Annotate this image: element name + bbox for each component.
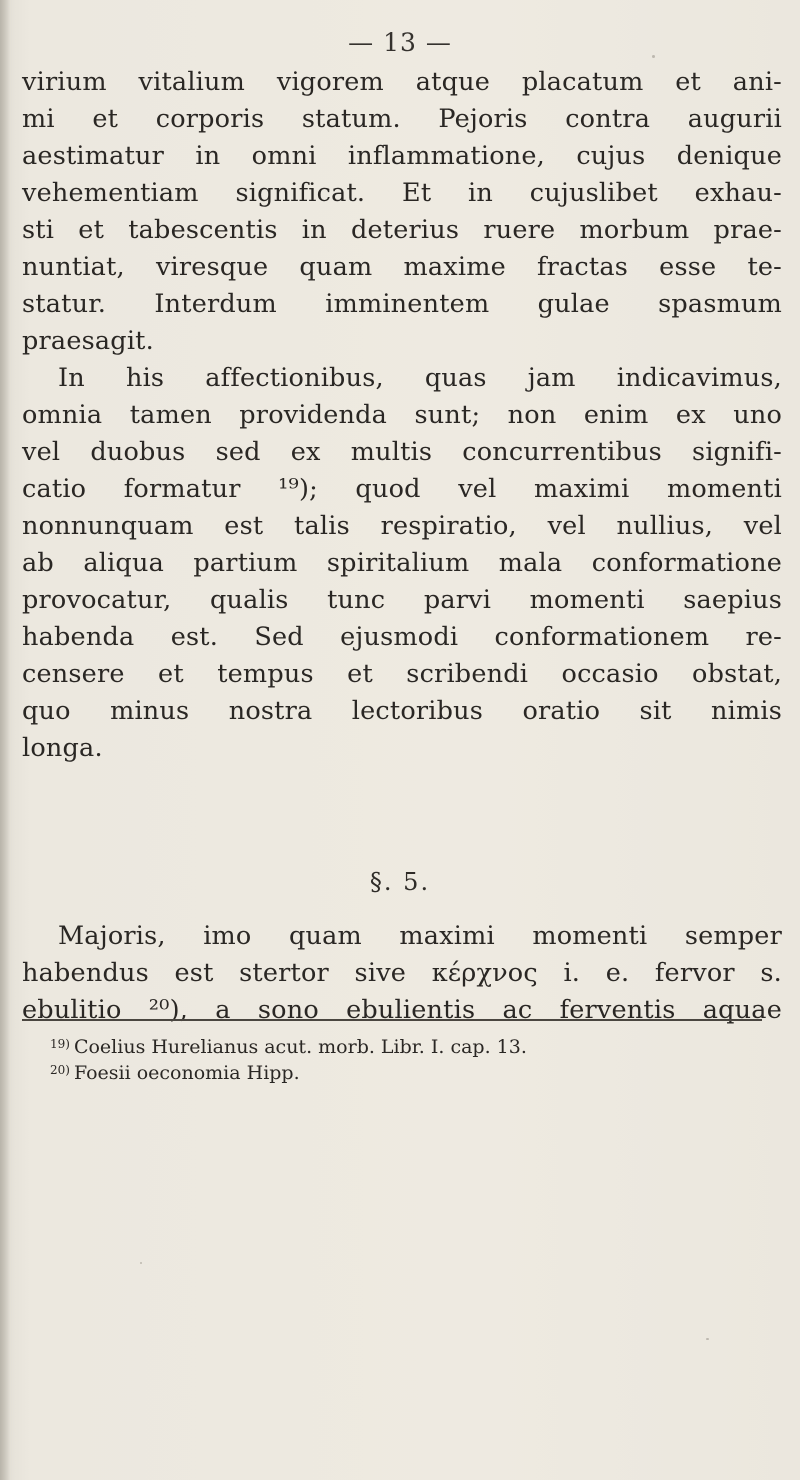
text-line: longa.	[22, 733, 103, 763]
text-line: Majoris, imo quam maximi momenti semper	[58, 921, 782, 951]
text-line: provocatur, qualis tunc parvi momenti saepius	[22, 585, 782, 615]
footnote-mark: 20)	[50, 1063, 70, 1077]
text-line: habenda est. Sed ejusmodi conformationem re-	[22, 622, 782, 652]
footnote-divider	[22, 1019, 762, 1021]
text-line: praesagit.	[22, 326, 154, 356]
text-line: virium vitalium vigorem atque placatum et ani-	[22, 67, 782, 97]
text-line: sti et tabescentis in deterius ruere morbum prae-	[22, 215, 782, 245]
text-line: catio formatur ¹⁹); quod vel maximi momenti	[22, 474, 782, 504]
text-line: vehementiam significat. Et in cujuslibet exhau-	[22, 178, 782, 208]
text-line: quo minus nostra lectoribus oratio sit nimis	[22, 696, 782, 726]
text-line: omnia tamen providenda sunt; non enim ex uno	[22, 400, 782, 430]
footnote-text: Coelius Hurelianus acut. morb. Libr. I. cap. 13.	[73, 1036, 527, 1058]
footnote-mark: 19)	[50, 1037, 70, 1051]
text-line: vel duobus sed ex multis concurrentibus signifi-	[22, 437, 782, 467]
footnote-text: Foesii oeconomia Hipp.	[73, 1062, 300, 1084]
text-line: censere et tempus et scribendi occasio obstat,	[22, 659, 782, 689]
footnotes	[50, 1034, 770, 1086]
text-line: ebulitio ²⁰), a sono ebulientis ac ferventis aquae	[22, 995, 782, 1025]
page-number: — 13 —	[348, 28, 452, 57]
paragraph-1	[22, 64, 782, 767]
text-line: In his affectionibus, quas jam indicavimus,	[58, 363, 782, 393]
paper-speck	[706, 1338, 709, 1340]
footnote	[50, 1060, 770, 1086]
footnote	[50, 1034, 770, 1060]
text-line: nuntiat, viresque quam maxime fractas esse te-	[22, 252, 782, 282]
text-line: ab aliqua partium spiritalium mala conformatione	[22, 548, 782, 578]
text-line: aestimatur in omni inflammatione, cujus denique	[22, 141, 782, 171]
paper-speck	[652, 55, 655, 58]
paragraph-3	[22, 918, 782, 1029]
page-gutter-shadow	[0, 0, 10, 1480]
section-heading: §. 5.	[369, 868, 431, 896]
text-line: habendus est stertor sive κέρχνος i. e. fervor s.	[22, 958, 782, 988]
text-line: mi et corporis statum. Pejoris contra augurii	[22, 104, 782, 134]
text-line: nonnunquam est talis respiratio, vel nullius, vel	[22, 511, 782, 541]
paper-speck	[140, 1262, 142, 1264]
text-line: statur. Interdum imminentem gulae spasmum	[22, 289, 782, 319]
